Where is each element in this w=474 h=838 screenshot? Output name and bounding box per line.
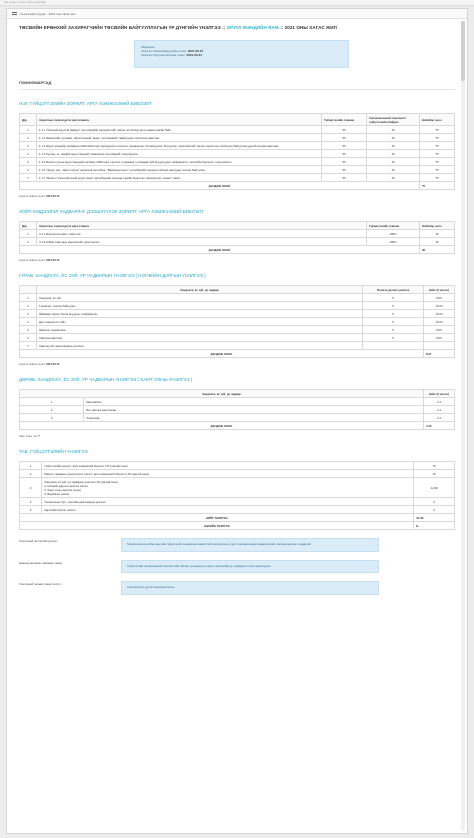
table-row <box>20 470 455 478</box>
table-cell: 60 <box>322 166 367 174</box>
table-row <box>20 326 455 334</box>
table-row <box>20 398 455 406</box>
table-row <box>20 142 455 150</box>
table-row <box>20 498 455 506</box>
sign-value: 2021-06-15 <box>46 195 60 198</box>
section-3-total-row <box>20 350 455 358</box>
table-cell: Хандлага, ёс зүй, ур чадварын үнэлгээ (10 хувьтай оноо) а. Нэгжийн даргын үнэлгээ (оноо) б. Хамт олны үнэлгээ (оноо) в. Өөрийгөө үнэлэх <box>42 478 414 498</box>
table-row <box>20 134 455 142</box>
table-cell: Мэдлэг чадварыг дээшлүүлэх зорилт, арга хэмжээний биелэлт (15 хувьтай оноо) <box>42 470 414 478</box>
table-cell: Хамтын үйл ажиллагаанд оролцох <box>37 342 363 350</box>
table-cell: 1 <box>20 462 42 470</box>
table-cell: 4.1 <box>424 406 455 414</box>
section-3-sign <box>19 363 455 366</box>
sign-label: Хамт олны тоо: <box>19 435 38 438</box>
table-cell: Хамтран ажиллах <box>37 334 363 342</box>
info-box <box>134 40 349 68</box>
table-cell: 5 <box>363 294 424 302</box>
table-cell: 1 <box>20 398 84 406</box>
section-5-total-row <box>20 514 455 522</box>
total-label: ЭЦСИЙН ҮНЭЛГЭЭ <box>20 522 414 530</box>
table-cell: 75 <box>414 462 455 470</box>
table-cell: 75 <box>420 126 455 134</box>
table-cell: 15 <box>367 150 420 158</box>
topbar-label: Үнэлгээний хуудас - 2021 оны хагас жил <box>20 11 76 16</box>
table-cell: 10.00 <box>424 318 455 326</box>
table-cell: 15 <box>367 142 420 150</box>
table-cell: 4.4 <box>424 398 455 406</box>
table-cell: 15 <box>367 134 420 142</box>
table-cell: 4.1.1 Мэргэшсэн ажил гүйцэтгэх <box>37 230 367 238</box>
table-cell: 5 <box>20 158 37 166</box>
col-header: Хандлага, ёс зүй, ур чадвар <box>37 286 363 294</box>
table-cell: 1.1.6 "Эрүүл хүн - Эрүүл иргэн" үндэсний хөтөлбөр, "Вакцинжуулалт" хөтөлбөрийн хүрээнд хийгдэх ажлуудыг зохион байгуулах <box>37 166 322 174</box>
info-line-2-label: Үнэлгээг бүртгэж эхэлсэн огноо: <box>141 53 186 58</box>
table-row <box>20 166 455 174</box>
table-cell: 0 <box>414 498 455 506</box>
info-line-1-label: Үнэлгээг баталгаажуулсан огноо: <box>141 49 187 54</box>
table-cell: 1.1.7 "Монгол Улсын Иргэний эрүүл мэнд" хөтөлбөрийн хүрээнд төрийн бодлогыг хэрэгжүүлэх, хяналт тавих <box>37 174 322 182</box>
col-header: Гүйцэтгэлийн түвшин <box>322 114 367 126</box>
table-cell: 75 <box>420 174 455 182</box>
table-cell: 15 <box>420 230 455 238</box>
col-header: Төлөвлөгөөний хэрэгжилт гүйцэтгэлийн байдал <box>367 114 420 126</box>
section-2-sign <box>19 259 455 262</box>
table-cell: 10.00 <box>424 302 455 310</box>
table-cell: 5.00 <box>424 326 455 334</box>
note-box: Үнэлгээний үр дүнтэй танилцсан болно. <box>121 581 379 595</box>
sign-label: Үнэлгээ хийсэн огноо: <box>19 195 46 198</box>
table-row <box>20 294 455 302</box>
col-header: Нийлбэр оноо <box>420 114 455 126</box>
col-header: Нийт (5 онооч) <box>424 286 455 294</box>
table-cell: 5 <box>363 326 424 334</box>
col-header: Нийлбэр оноо <box>420 222 455 230</box>
table-row <box>20 406 455 414</box>
table-cell: 100% <box>367 238 420 246</box>
table-cell: 15 <box>367 166 420 174</box>
note-label: Үнэлгээний төгсгөлийн дүгнэлт <box>19 540 58 543</box>
table-row <box>20 126 455 134</box>
section-4-table <box>19 389 455 430</box>
table-cell: 1.1.2 Эмнэлгийн тусламж, үйлчилгээний чанар, хүртээмжийг сайжруулах чиглэлээр ажиллах <box>37 134 322 142</box>
sign-value: 2021-06-15 <box>46 363 60 366</box>
table-cell: 5 <box>20 506 42 514</box>
total-value: 97.99 <box>414 514 455 522</box>
table-cell: 15 <box>367 158 420 166</box>
col-header: Д/д <box>20 222 37 230</box>
table-cell: Зөрчлийн бичлэг хасалт <box>42 506 414 514</box>
table-cell: 3 <box>20 478 42 498</box>
table-cell: 2 <box>20 470 42 478</box>
table-cell: 75 <box>420 134 455 142</box>
info-title: Мэдээлэл <box>141 45 155 49</box>
col-header: Зорилтын хэрэгжүүлэх арга хэмжээ <box>37 114 322 126</box>
col-header: Үнэлгээ дүгнэх үнэлгээ <box>363 286 424 294</box>
table-cell: Төлөвлөгөөт бус, гэнэтийн даалгаврын үнэлгээ <box>42 498 414 506</box>
table-cell: 0 <box>414 506 455 514</box>
table-cell: 4.1.2 Албан хаагчдын мэргэшлийг дээшлүүлэх <box>37 238 367 246</box>
person-heading: ГЮМНЭМАРГАД <box>19 80 52 85</box>
section-4-sign <box>19 435 455 438</box>
col-header: Нийт (5 онооч) <box>424 390 455 398</box>
table-cell: 60 <box>322 150 367 158</box>
note-label: Цаашид анхаарах зөвлөмж, санал <box>19 561 63 565</box>
table-cell: 3 <box>20 414 84 422</box>
table-row <box>20 174 455 182</box>
title-prefix: ТӨСВИЙН ЕРӨНХИЙ ЗАХИРАГЧИЙН ТӨСВИЙН БАЙГУУЛЛАГЫН ҮР ДҮНГИЙН ҮНЭЛГЭЭ <box>19 25 221 30</box>
table-cell: 60 <box>322 142 367 150</box>
section-5-total-row <box>20 522 455 530</box>
table-cell: 5 <box>363 334 424 342</box>
table-cell: 2 <box>20 134 37 142</box>
table-cell: 7 <box>20 342 37 350</box>
table-header-row <box>20 286 455 294</box>
col-header: Зорилтын хэрэгжүүлэх арга хэмжээ <box>37 222 367 230</box>
info-line-2 <box>141 53 342 57</box>
browser-tab-text: Бүх өгөгдөл харах, хэвлэх хувилбар <box>4 1 46 4</box>
page-title <box>19 25 455 30</box>
section-5-title: ТАВ. ГҮЙЦЭТГЭЛИЙН ҮНЭЛГЭЭ <box>19 449 88 454</box>
table-cell: 4 <box>20 498 42 506</box>
table-cell: 15 <box>414 470 455 478</box>
table-cell: 75 <box>420 166 455 174</box>
table-cell: 5 <box>20 326 37 334</box>
table-cell: 2 <box>20 302 37 310</box>
table-cell: 60 <box>322 126 367 134</box>
total-label: НИЙТ ҮНЭЛГЭЭ <box>20 514 414 522</box>
table-cell: 1.1.5 Монгол улсын эрүүл мэндийн салбарт 2020 оныг хүртэлх хугацаанд тулгамдаж буй асуудлуудыг шийдвэрлэх, хөгжлийн бодлогыг тодорхойлох <box>37 158 322 166</box>
note-row <box>19 560 455 574</box>
total-value: 75 <box>420 182 455 190</box>
table-cell: 4.4 <box>424 414 455 422</box>
table-cell: 1 <box>20 294 37 302</box>
table-cell: 4 <box>20 318 37 326</box>
table-cell: 3 <box>20 142 37 150</box>
table-cell: 5 <box>363 318 424 326</box>
notes-area <box>19 538 455 595</box>
table-cell: 60 <box>322 158 367 166</box>
table-row <box>20 302 455 310</box>
table-row <box>20 238 455 246</box>
sign-label: Үнэлгээ хийсэн огноо: <box>19 259 46 262</box>
note-row <box>19 581 455 595</box>
table-cell: 1.1.4 Хүүхэд, эх, нярайн эрүүл мэндийг хамгаалах хөтөлбөрийг хэрэгжүүлэх <box>37 150 322 158</box>
section-1-title: НЭГ. ГҮЙЦЭТГЭЛИЙН ЗОРИЛТ, АРГА ХЭМЖЭЭНИЙ БИЕЛЭЛТ <box>19 101 152 106</box>
table-cell: 2 <box>20 238 37 246</box>
table-cell: Баг хамтын ажиллагаа <box>84 406 424 414</box>
window <box>6 8 468 834</box>
table-cell: Төлөвлөх, зохион байгуулах <box>37 302 363 310</box>
table-cell: Харилцаа <box>84 414 424 422</box>
total-label: ДУНДАЖ ОНОО <box>20 350 424 358</box>
table-row <box>20 310 455 318</box>
title-ministry: ЭРҮҮЛ МЭНДИЙН ЯАМ <box>226 25 279 30</box>
table-cell: 15 <box>367 174 420 182</box>
table-cell: Хандлага, ёс зүй <box>37 294 363 302</box>
col-header: Д/д <box>20 114 37 126</box>
total-label: ДУНДАЖ ОНОО <box>20 246 420 254</box>
table-cell: 6 <box>20 166 37 174</box>
table-row <box>20 342 455 350</box>
table-cell: Шинэлэг санаачлага <box>37 326 363 334</box>
table-row <box>20 478 455 498</box>
table-cell: 60 <box>322 174 367 182</box>
table-cell: 12.99 <box>414 478 455 498</box>
info-line-2-value: 2021-06-24 <box>186 53 202 58</box>
note-box: Гүйцэтгэлийн төлөвлөгөөний хэрэгжилтийн тайланг хугацаанд нь гаргах, мэргэжлийн ур чадвараа тогтмол дээшлүүлэх. <box>121 560 379 574</box>
table-cell: 1 <box>20 126 37 134</box>
col-header: Хандлага, ёс зүй, ур чадвар <box>20 390 424 398</box>
table-row <box>20 318 455 326</box>
table-cell: 1 <box>20 230 37 238</box>
section-4-title: ДӨРӨВ. ХАНДЛАГА, ЁС ЗҮЙ, УР ЧАДВАРЫН ҮНЭЛГЭЭ ( ХАМТ ОЛНЫ ҮНЭЛГЭЭ ) <box>19 377 193 382</box>
table-cell: Шийдвэр гаргах болон асуудлыг шийдвэрлэх <box>37 310 363 318</box>
info-line-1-value: 2021-06-15 <box>187 49 204 54</box>
table-cell: 3 <box>20 310 37 318</box>
table-cell: 2 <box>20 406 84 414</box>
sign-value: 2021-06-15 <box>46 259 60 262</box>
table-row <box>20 462 455 470</box>
table-cell <box>363 342 424 350</box>
section-3-title: ГУРАВ. ХАНДЛАГА, ЁС ЗҮЙ, УР ЧАДВАРЫН ҮНЭЛГЭЭ ( НЭГЖИЙН ДАРГЫН ҮНЭЛГЭЭ ) <box>19 273 206 278</box>
section-3-table <box>19 285 455 358</box>
total-value: 96 <box>420 246 455 254</box>
divider <box>19 89 455 90</box>
grid-icon[interactable] <box>12 12 17 16</box>
title-separator-2: :: <box>280 25 284 30</box>
table-row <box>20 414 455 422</box>
scrollbar[interactable] <box>461 21 465 831</box>
note-box: Төрийн жинхэнэ албан хаагчийн гүйцэтгэлийн төлөвлөгөөг амжилттай хэрэгжүүлсэн, үүрэгт ажилдаа идэвх санаачилгатай, хамтран ажиллах чадвартай. <box>121 538 379 552</box>
table-cell: 1.1.1 "Хүнсний аюулгүй байдал" хөтөлбөрийн хэрэгжилтийг хангах чиглэлээр арга хэмжээ авсан байх <box>37 126 322 134</box>
table-cell: 5 <box>363 310 424 318</box>
section-1-total-row <box>20 182 455 190</box>
table-cell: Гүйцэтгэлийн зорилт, арга хэмжээний биелэлт (75 хувьтай оноо) <box>42 462 414 470</box>
section-1-table <box>19 113 455 190</box>
browser-tab-bar <box>0 0 474 6</box>
table-cell: Дүн шинжилгээ хийх <box>37 318 363 326</box>
section-5-table <box>19 461 455 530</box>
col-header: Гүйцэтгэлийн түвшин <box>367 222 420 230</box>
table-header-row <box>20 390 455 398</box>
table-cell: 1.1.3 Эрүүл мэндийн салбарын 2020-2024 онд хэрэгжүүлэх стратеги төлөвлөгөөг боловсруулж, батлуулах, хэрэгжилтийг хангах зорилгоор холбогдох байгууллагуудтай уялдан ажиллах <box>37 142 322 150</box>
table-cell: 10.00 <box>424 310 455 318</box>
table-header-row <box>20 114 455 126</box>
table-cell: 5 <box>363 302 424 310</box>
table-cell: 100% <box>367 230 420 238</box>
table-header-row <box>20 222 455 230</box>
table-cell: 15 <box>420 238 455 246</box>
title-separator: :: <box>222 25 226 30</box>
table-cell: 75 <box>420 142 455 150</box>
col-header-blank <box>20 286 37 294</box>
section-1-sign <box>19 195 455 198</box>
section-2-title: ХОЁР. МЭДЭЭЛЭЛ ЧАДВАРЛАГ ДЭЭШЛҮҮЛЭХ ЗОРИЛТ, АРГА ХЭМЖЭЭНИЙ БИЕЛЭЛТ <box>19 209 204 214</box>
table-cell: 5.00 <box>424 334 455 342</box>
total-label: ДУНДАЖ ОНОО <box>20 182 420 190</box>
table-cell: 6 <box>20 334 37 342</box>
table-cell: 75 <box>420 158 455 166</box>
section-2-table <box>19 221 455 254</box>
sign-value: 7 <box>38 435 40 438</box>
sign-label: Үнэлгээ хийсэн огноо: <box>19 363 46 366</box>
table-row <box>20 150 455 158</box>
scrollbar-thumb[interactable] <box>461 21 465 81</box>
table-cell: 60 <box>322 134 367 142</box>
table-cell: 75 <box>420 150 455 158</box>
table-cell: 15 <box>367 126 420 134</box>
note-label: Үнэлгээний талаарх санал хүсэлт <box>19 583 61 587</box>
table-cell: Манлайлал <box>84 398 424 406</box>
table-row <box>20 506 455 514</box>
total-value: 4.33 <box>424 422 455 430</box>
total-label: ДУНДАЖ ОНОО <box>20 422 424 430</box>
main-content <box>19 25 455 595</box>
section-4-total-row <box>20 422 455 430</box>
window-topbar <box>7 9 467 19</box>
table-cell: 7 <box>20 174 37 182</box>
section-2-total-row <box>20 246 455 254</box>
table-row <box>20 230 455 238</box>
table-cell: 5.00 <box>424 294 455 302</box>
total-value: 8.67 <box>424 350 455 358</box>
table-row <box>20 334 455 342</box>
total-value: B <box>414 522 455 530</box>
note-row <box>19 538 455 552</box>
table-cell <box>424 342 455 350</box>
table-row <box>20 158 455 166</box>
title-period: 2021 ОНЫ ХАГАС ЖИЛ <box>284 25 337 30</box>
table-cell: 4 <box>20 150 37 158</box>
